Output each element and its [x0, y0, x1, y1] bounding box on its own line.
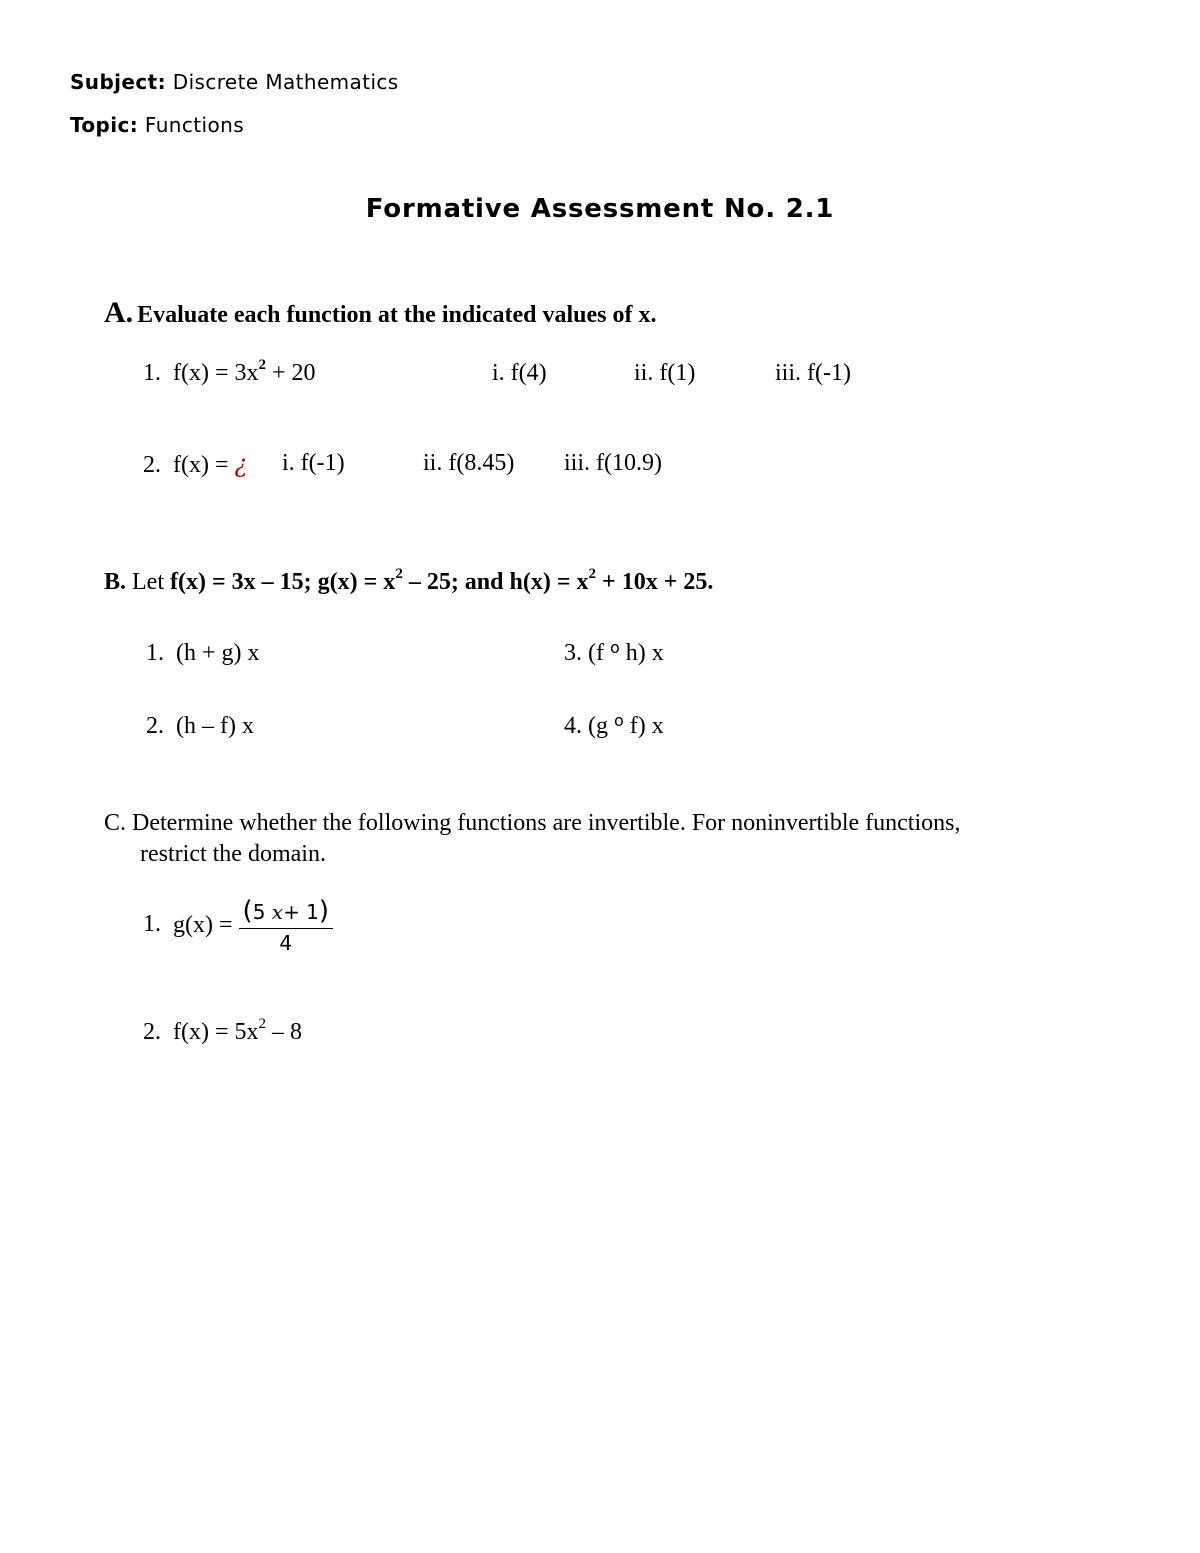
topic-line	[70, 113, 244, 137]
section-b-item-4: 4. (g $^o$ f) x	[564, 711, 664, 739]
section-b-definitions: f(x) = 3x – 15; $g(x) = x^2 - 25$; and $h(x) = x^2 + 10x + 25$.	[170, 566, 714, 595]
section-b-letter: B.	[104, 569, 127, 595]
section-c-instruction-line1: Determine whether the following functions are invertible. For noninvertible functions,	[132, 810, 961, 836]
part-i: i. f(4)	[492, 360, 547, 386]
section-a-item-2	[143, 450, 247, 479]
subject-label: Subject:	[70, 70, 166, 94]
function-expression: f(x) =	[173, 452, 235, 478]
unrendered-symbol: ¿	[234, 450, 248, 478]
fraction-denominator: 4	[279, 931, 293, 955]
section-b-item-1: 1. (h + g) x	[146, 640, 260, 666]
section-b-item-2: 2. (h – f) x	[146, 713, 254, 739]
topic-value: Functions	[144, 113, 245, 137]
section-a-item-1	[143, 357, 316, 387]
part-ii: ii. f(1)	[634, 360, 696, 386]
subject-line	[70, 70, 399, 94]
fraction-numerator: (5 x+ 1)	[239, 896, 334, 929]
topic-label: Topic:	[70, 113, 139, 137]
section-b-let: Let	[132, 569, 164, 595]
section-c-instruction-line2: restrict the domain.	[140, 841, 326, 867]
composition-operator: o	[614, 711, 624, 730]
item-number: 1.	[143, 360, 161, 386]
section-c-item-2: 2. $f(x) = 5x^2 - 8$	[143, 1016, 303, 1045]
function-expression: $f(x) = 3x^2 + 20$	[173, 357, 316, 386]
part-iii: iii. f(10.9)	[564, 450, 662, 476]
subject-value: Discrete Mathematics	[172, 70, 399, 94]
page-title: Formative Assessment No. 2.1	[365, 194, 835, 224]
section-a-letter: A.	[104, 296, 134, 329]
section-a-heading	[104, 296, 657, 330]
part-i: i. f(-1)	[282, 450, 345, 476]
composition-operator: o	[609, 638, 620, 657]
fraction	[239, 896, 334, 955]
part-ii: ii. f(8.45)	[423, 450, 515, 476]
section-b-heading	[104, 566, 714, 596]
section-a-instruction: Evaluate each function at the indicated values of x.	[137, 302, 657, 328]
section-c-letter: C.	[104, 810, 127, 836]
section-c-heading	[104, 810, 960, 837]
section-c-item-1: 1. g(x) = $\frac{(5 x+ 1)}{4}$	[143, 896, 333, 955]
section-b-item-3: 3. (f $^o$ h) x	[564, 638, 664, 666]
part-iii: iii. f(-1)	[775, 360, 851, 386]
item-number: 2.	[143, 452, 161, 478]
